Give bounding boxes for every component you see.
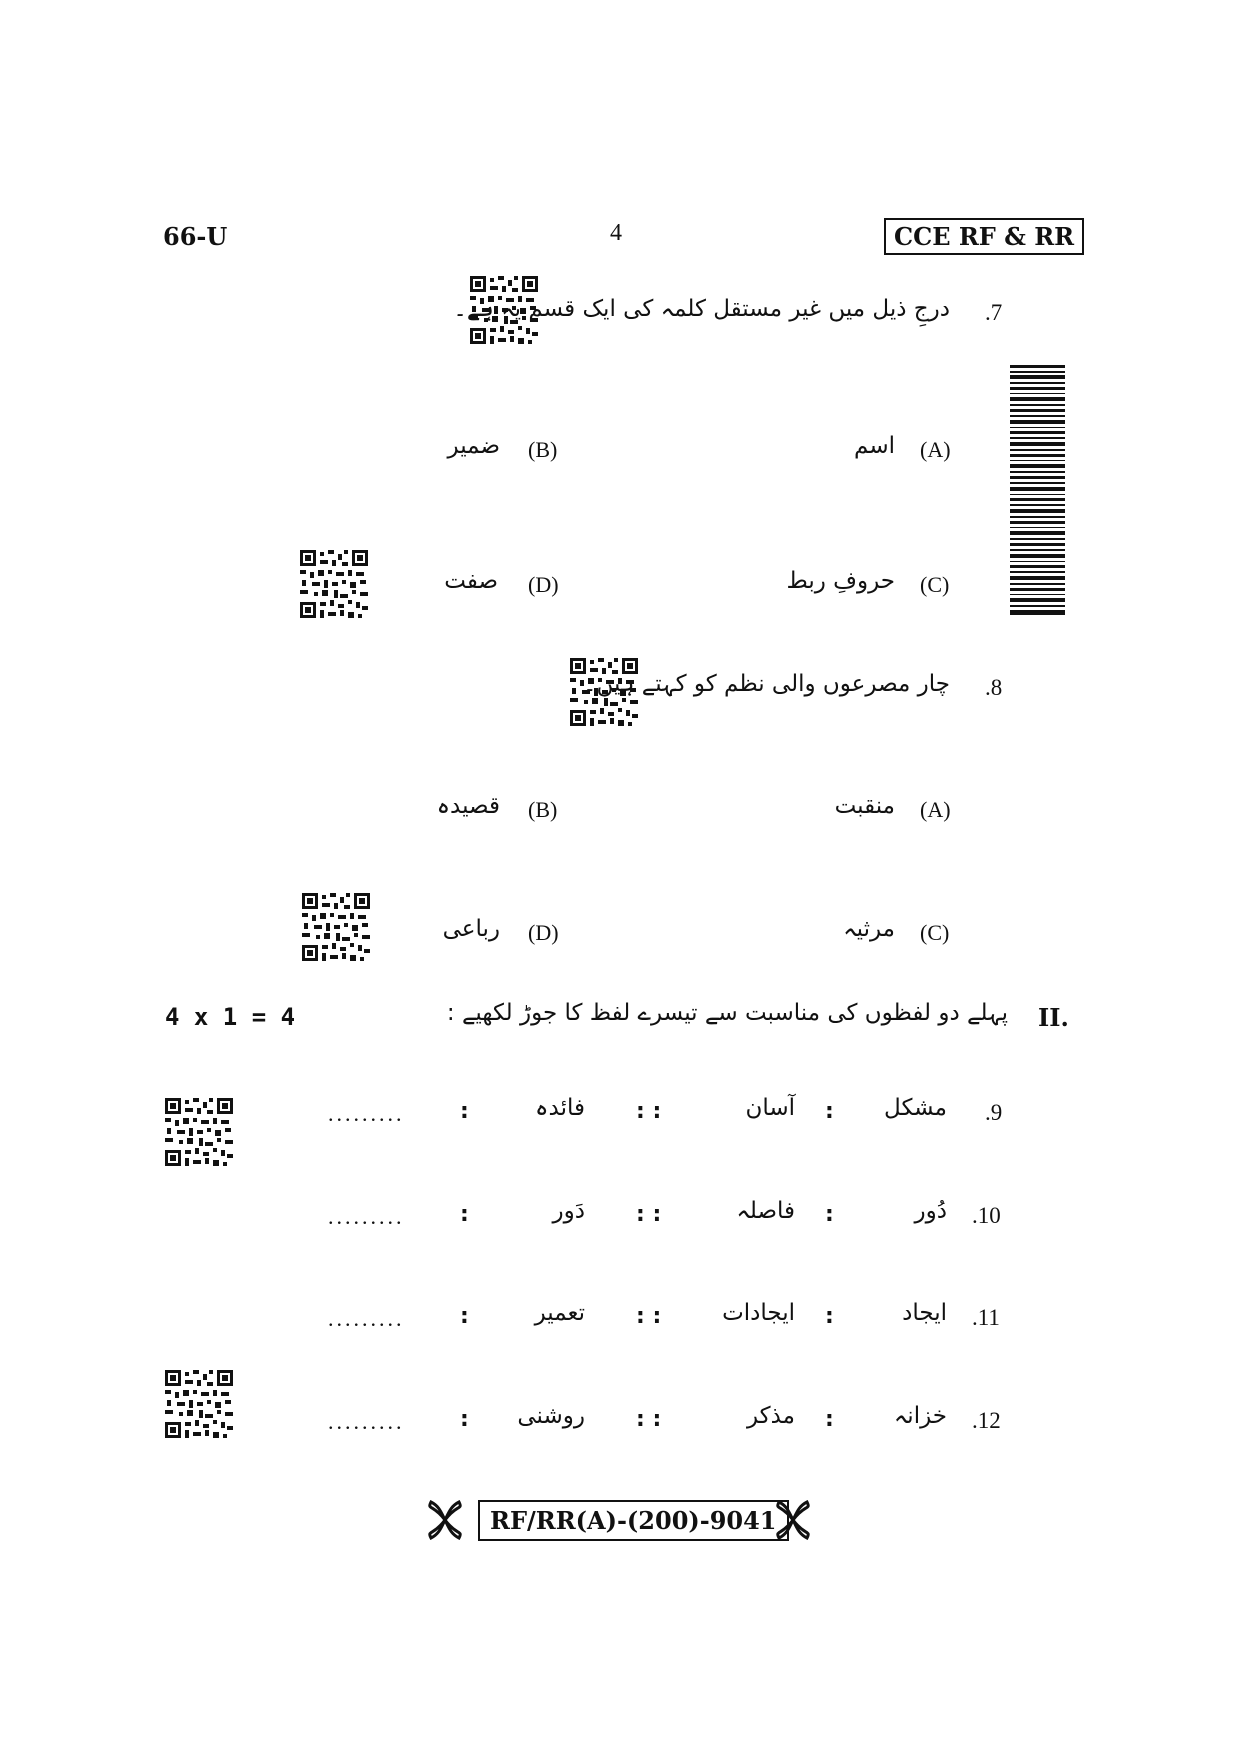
option-label: (B): [528, 437, 558, 462]
option-text: اسم: [854, 433, 895, 459]
analogy-word: فاصلہ: [736, 1198, 795, 1224]
question-number: .9: [985, 1100, 1003, 1125]
paper-code: 66-U: [163, 222, 228, 251]
option-text: صفت: [444, 568, 498, 594]
option-label: (D): [528, 572, 559, 597]
qr-code-image: [302, 893, 370, 961]
single-colon: :: [460, 1304, 469, 1329]
section-marks: 4 x 1 = 4: [165, 1003, 296, 1031]
analogy-word: فائدہ: [535, 1095, 585, 1121]
single-colon: :: [460, 1407, 469, 1432]
double-colon: : :: [636, 1099, 662, 1124]
answer-blank: .........: [328, 1409, 405, 1434]
question-number: .11: [972, 1305, 1000, 1330]
question-number: .7: [985, 300, 1003, 325]
double-colon: : :: [636, 1202, 662, 1227]
qr-code-image: [300, 550, 368, 618]
single-colon: :: [825, 1304, 834, 1329]
qr-code-image: [165, 1098, 233, 1166]
analogy-word: ایجادات: [722, 1300, 795, 1326]
double-colon: : :: [636, 1304, 662, 1329]
answer-blank: .........: [328, 1101, 405, 1126]
option-label: (A): [920, 797, 951, 822]
section-instruction: پہلے دو لفظوں کی مناسبت سے تیسرے لفظ کا جوڑ لکھیے :: [446, 1000, 1008, 1026]
question-text: چار مصرعوں والی نظم کو کہتے ہیں۔: [583, 671, 950, 697]
option-label: (C): [920, 920, 950, 945]
answer-blank: .........: [328, 1306, 405, 1331]
exam-title: CCE RF & RR: [884, 218, 1084, 255]
analogy-word: مذکر: [746, 1403, 795, 1429]
option-text: مرثیہ: [843, 916, 895, 942]
option-label: (C): [920, 572, 950, 597]
single-colon: :: [825, 1407, 834, 1432]
footer-code: RF/RR(A)-(200)-9041: [478, 1500, 789, 1541]
analogy-word: آسان: [745, 1095, 795, 1121]
single-colon: :: [825, 1099, 834, 1124]
barcode-image: [1010, 365, 1065, 615]
analogy-word: دَور: [552, 1198, 585, 1224]
analogy-word: روشنی: [517, 1403, 585, 1429]
option-label: (D): [528, 920, 559, 945]
single-colon: :: [460, 1099, 469, 1124]
qr-code-image: [165, 1370, 233, 1438]
question-text: درجِ ذیل میں غیر مستقل کلمہ کی ایک قسم یہ ہے۔: [453, 296, 950, 322]
analogy-word: تعمیر: [534, 1300, 585, 1326]
question-number: .10: [972, 1203, 1001, 1228]
ornament-icon: [425, 1500, 465, 1540]
analogy-word: دُور: [914, 1198, 947, 1224]
option-text: ضمیر: [447, 433, 500, 459]
single-colon: :: [825, 1202, 834, 1227]
analogy-word: مشکل: [884, 1095, 947, 1121]
analogy-word: خزانہ: [893, 1403, 947, 1429]
answer-blank: .........: [328, 1204, 405, 1229]
option-label: (A): [920, 437, 951, 462]
question-number: .8: [985, 675, 1003, 700]
option-text: حروفِ ربط: [786, 568, 895, 594]
page-number: 4: [610, 220, 622, 246]
option-text: قصیدہ: [436, 793, 500, 819]
option-text: رباعی: [442, 916, 500, 942]
double-colon: : :: [636, 1407, 662, 1432]
single-colon: :: [460, 1202, 469, 1227]
ornament-icon: [773, 1500, 813, 1540]
analogy-word: ایجاد: [902, 1300, 947, 1326]
option-label: (B): [528, 797, 558, 822]
section-number: II.: [1038, 1003, 1069, 1032]
option-text: منقبت: [834, 793, 895, 819]
question-number: .12: [972, 1408, 1001, 1433]
